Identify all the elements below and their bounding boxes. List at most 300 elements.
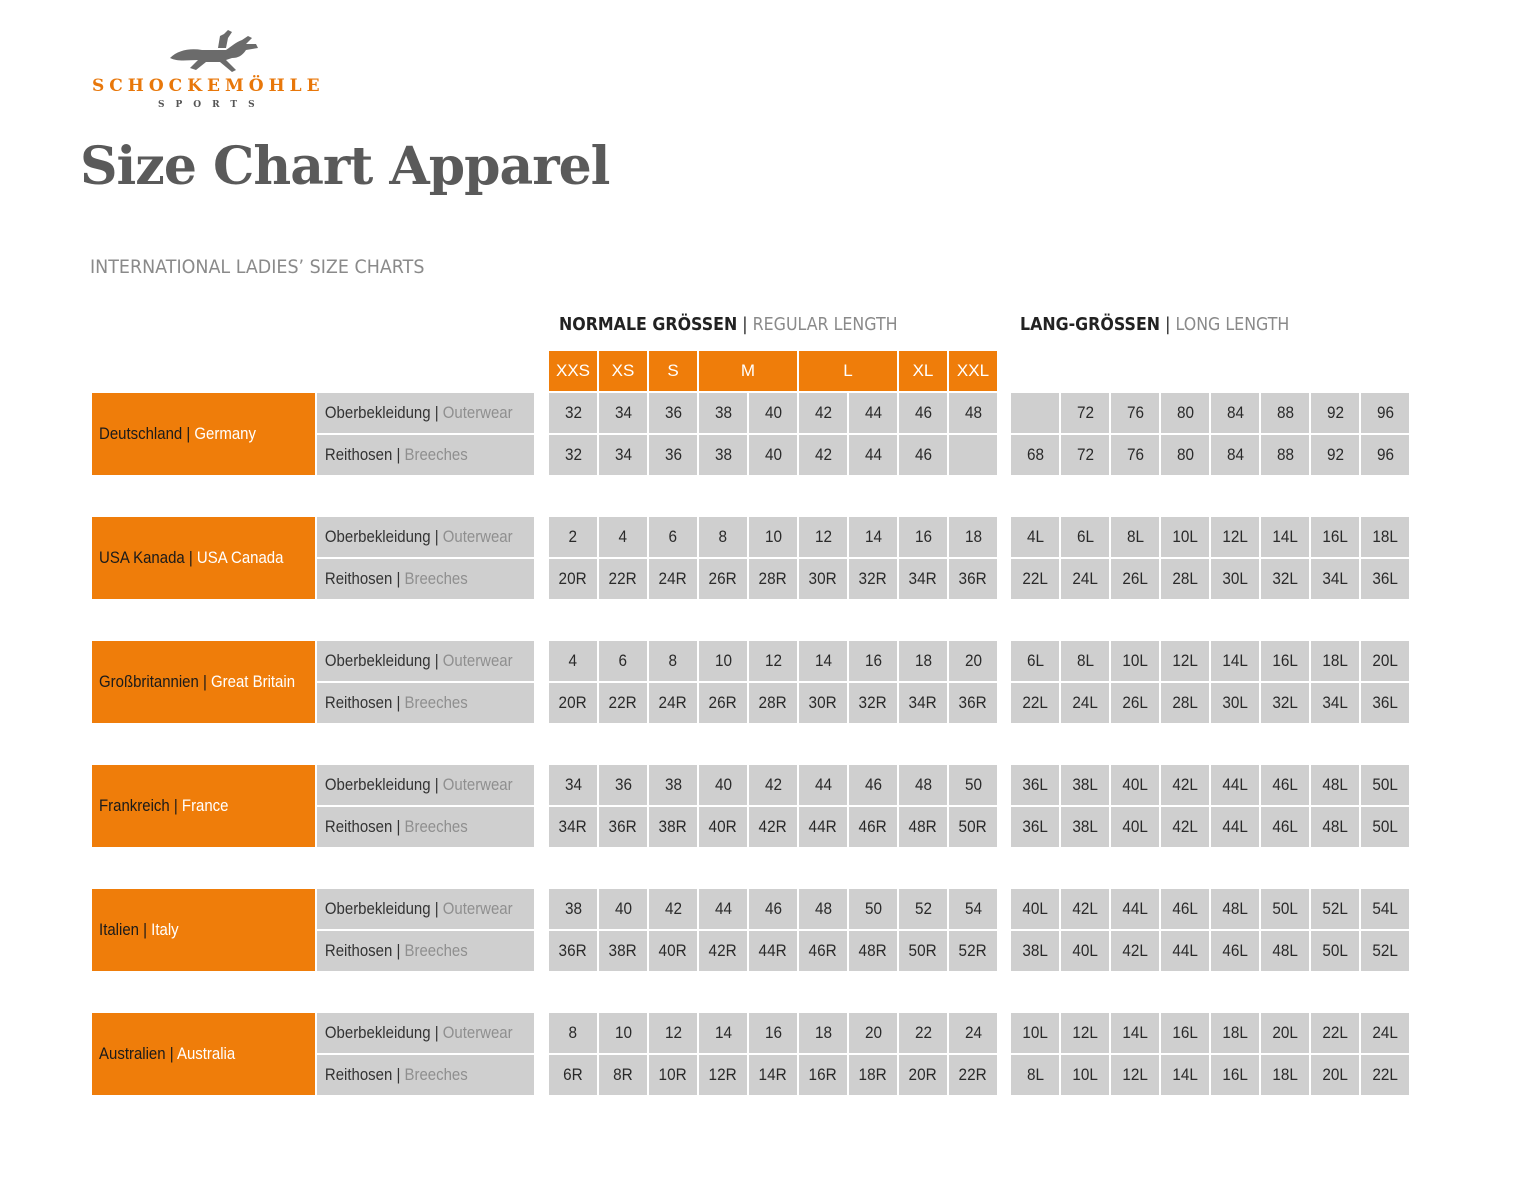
size-cell-long [1111, 435, 1159, 475]
size-value: 40L [1122, 775, 1148, 794]
size-cell-long [1111, 559, 1159, 599]
size-cell-regular [549, 931, 597, 971]
size-cell-regular [949, 765, 997, 805]
garment-label-text [317, 941, 468, 961]
size-value: 50R [908, 941, 938, 960]
size-value: 46 [914, 403, 932, 422]
country-separator: | [165, 1044, 177, 1063]
size-value: 38 [714, 403, 732, 422]
size-cell-regular [849, 931, 897, 971]
size-value: 12 [814, 527, 832, 546]
size-cell-long [1361, 641, 1409, 681]
size-value: 38 [664, 775, 682, 794]
size-value: 36R [958, 569, 988, 588]
country-label [92, 889, 315, 971]
garment-name-en: Breeches [404, 941, 468, 960]
country-label-text [92, 920, 179, 940]
size-cell-long [1311, 517, 1359, 557]
size-value: 28L [1172, 569, 1198, 588]
heading-separator: | [742, 314, 753, 335]
size-cell-regular [599, 517, 647, 557]
garment-name-en: Breeches [404, 693, 468, 712]
size-value: 8L [1126, 527, 1144, 546]
size-cell-long [1261, 1055, 1309, 1095]
size-cell-regular [549, 807, 597, 847]
size-cell-long [1361, 807, 1409, 847]
size-cell-long [1161, 1013, 1209, 1053]
garment-separator: | [392, 817, 405, 836]
garment-name-de: Reithosen [324, 1065, 393, 1084]
size-value: 52 [914, 899, 932, 918]
size-cell-long [1311, 435, 1359, 475]
size-cell-long [1011, 435, 1059, 475]
size-cell-long [1161, 393, 1209, 433]
size-value: 26R [708, 569, 738, 588]
size-cell-long [1161, 807, 1209, 847]
size-cell-regular [949, 1013, 997, 1053]
size-value: 48R [908, 817, 938, 836]
garment-name-de: Reithosen [324, 941, 393, 960]
size-cell-regular [899, 1055, 947, 1095]
size-value: 12 [764, 651, 782, 670]
size-value: 50L [1372, 775, 1398, 794]
size-value: 40L [1022, 899, 1048, 918]
size-value: 44L [1122, 899, 1148, 918]
size-value: 16L [1172, 1023, 1198, 1042]
size-cell-regular [699, 517, 747, 557]
size-value: 20R [558, 569, 588, 588]
size-cell-long [1211, 931, 1259, 971]
garment-label-breeches [317, 435, 534, 475]
country-name-en: Great Britain [211, 672, 296, 691]
size-cell-long [1361, 517, 1409, 557]
country-separator: | [182, 424, 195, 443]
size-value: 40L [1072, 941, 1098, 960]
size-value: 36L [1372, 693, 1398, 712]
size-cell-regular [649, 931, 697, 971]
size-cell-long [1211, 517, 1259, 557]
garment-label-breeches [317, 931, 534, 971]
size-cell-regular [549, 559, 597, 599]
garment-name-en: Outerwear [442, 1023, 513, 1042]
size-value: 88 [1276, 445, 1294, 464]
size-value: 92 [1326, 445, 1344, 464]
garment-name-en: Outerwear [442, 527, 513, 546]
size-value: 34R [908, 569, 938, 588]
country-label [92, 641, 315, 723]
size-value: 18L [1372, 527, 1398, 546]
size-value: 30L [1222, 569, 1248, 588]
size-cell-regular [749, 641, 797, 681]
size-cell-long [1261, 641, 1309, 681]
size-value: 12L [1172, 651, 1198, 670]
size-value: 8L [1076, 651, 1094, 670]
size-cell-long [1011, 559, 1059, 599]
garment-name-de: Reithosen [324, 817, 393, 836]
size-cell-regular [899, 889, 947, 929]
size-cell-regular [549, 683, 597, 723]
size-cell-regular [849, 517, 897, 557]
size-cell-regular [949, 641, 997, 681]
garment-label-text [317, 1023, 513, 1043]
size-cell-long [1011, 765, 1059, 805]
size-cell-long [1061, 807, 1109, 847]
garment-label-text [317, 527, 513, 547]
size-value: 16R [808, 1065, 838, 1084]
size-cell-long [1211, 1055, 1259, 1095]
size-cell-long [1111, 1055, 1159, 1095]
size-value: 12L [1122, 1065, 1148, 1084]
garment-name-de: Oberbekleidung [324, 651, 431, 670]
size-cell-regular [899, 641, 947, 681]
size-value: 2 [568, 527, 578, 546]
garment-label-outer [317, 517, 534, 557]
country-name-en: USA Canada [196, 548, 284, 567]
size-cell-long [1261, 435, 1309, 475]
size-cell-long [1311, 683, 1359, 723]
size-value: 12 [664, 1023, 682, 1042]
size-value: 22 [914, 1023, 932, 1042]
size-cell-regular [899, 1013, 947, 1053]
size-cell-long [1361, 765, 1409, 805]
size-value: 22R [608, 569, 638, 588]
garment-separator: | [430, 527, 443, 546]
size-cell-long [1311, 559, 1359, 599]
size-cell-long [1111, 517, 1159, 557]
size-value: 44R [808, 817, 838, 836]
garment-label-breeches [317, 559, 534, 599]
size-cell-regular [949, 435, 997, 475]
size-cell-regular [849, 765, 897, 805]
size-cell-long [1011, 683, 1059, 723]
garment-label-text [317, 1065, 468, 1085]
size-cell-long [1011, 1055, 1059, 1095]
country-name-de: Deutschland [99, 424, 183, 443]
country-name-de: Italien [99, 920, 139, 939]
size-cell-long [1211, 765, 1259, 805]
size-value: 10L [1122, 651, 1148, 670]
size-value: 18 [814, 1023, 832, 1042]
size-cell-regular [899, 765, 947, 805]
size-value: 24 [964, 1023, 982, 1042]
size-value: 30R [808, 693, 838, 712]
garment-label-text [317, 817, 468, 837]
size-cell-regular [649, 393, 697, 433]
size-value: 42 [764, 775, 782, 794]
garment-name-de: Oberbekleidung [324, 1023, 431, 1042]
size-value: 76 [1126, 403, 1144, 422]
garment-name-de: Reithosen [324, 569, 393, 588]
size-cell-regular [699, 889, 747, 929]
size-value: 4 [568, 651, 578, 670]
garment-name-de: Reithosen [324, 693, 393, 712]
size-value: 48L [1322, 775, 1348, 794]
size-cell-regular [799, 683, 847, 723]
size-value: 22R [608, 693, 638, 712]
country-label [92, 517, 315, 599]
size-value: 44L [1222, 775, 1248, 794]
size-value: 28R [758, 569, 788, 588]
size-cell-long [1111, 807, 1159, 847]
size-value: 46 [864, 775, 882, 794]
size-cell-regular [649, 1013, 697, 1053]
size-value: 26L [1122, 693, 1148, 712]
size-value: 36 [614, 775, 632, 794]
garment-separator: | [430, 899, 443, 918]
brand-subname: SPORTS [158, 100, 266, 110]
size-value: 42 [814, 403, 832, 422]
size-value: 38 [714, 445, 732, 464]
size-label-xxs: XXS [549, 351, 597, 391]
size-cell-long [1161, 559, 1209, 599]
size-cell-long [1261, 517, 1309, 557]
size-value: 36R [608, 817, 638, 836]
country-name-en: Australia [176, 1044, 236, 1063]
size-value: 42L [1172, 775, 1198, 794]
size-value: 50L [1322, 941, 1348, 960]
size-cell-regular [549, 889, 597, 929]
size-cell-long [1311, 393, 1359, 433]
size-value: 16L [1222, 1065, 1248, 1084]
size-value: 46L [1272, 775, 1298, 794]
size-value: 44 [814, 775, 832, 794]
garment-name-en: Outerwear [442, 651, 513, 670]
garment-label-outer [317, 1013, 534, 1053]
size-cell-long [1211, 807, 1259, 847]
size-cell-long [1261, 807, 1309, 847]
size-value: 12L [1072, 1023, 1098, 1042]
size-cell-long [1111, 931, 1159, 971]
size-cell-long [1161, 1055, 1209, 1095]
size-cell-long [1061, 517, 1109, 557]
size-cell-regular [749, 889, 797, 929]
size-cell-long [1011, 641, 1059, 681]
garment-name-en: Outerwear [442, 403, 513, 422]
size-value: 80 [1176, 445, 1194, 464]
brand-name: SCHOCKEMÖHLE [92, 76, 325, 96]
size-cell-long [1111, 641, 1159, 681]
size-cell-long [1061, 559, 1109, 599]
size-cell-long [1261, 683, 1309, 723]
size-cell-regular [899, 517, 947, 557]
size-value: 4 [618, 527, 628, 546]
size-cell-regular [549, 1013, 597, 1053]
size-cell-regular [749, 517, 797, 557]
size-label-m: M [699, 351, 797, 391]
country-label-text [92, 1044, 235, 1064]
size-value: 14R [758, 1065, 788, 1084]
size-cell-long [1311, 765, 1359, 805]
regular-length-heading [559, 314, 898, 335]
size-value: 14 [814, 651, 832, 670]
size-value: 6L [1076, 527, 1094, 546]
size-value: 34 [614, 403, 632, 422]
size-cell-long [1361, 931, 1409, 971]
size-value: 20R [558, 693, 588, 712]
size-cell-regular [549, 393, 597, 433]
size-cell-long [1211, 1013, 1259, 1053]
size-cell-long [1361, 393, 1409, 433]
size-cell-long [1361, 559, 1409, 599]
size-cell-long [1211, 559, 1259, 599]
size-value: 18 [914, 651, 932, 670]
size-cell-regular [849, 435, 897, 475]
size-cell-regular [549, 517, 597, 557]
size-value: 38L [1072, 817, 1098, 836]
size-value: 24R [658, 693, 688, 712]
size-value: 30L [1222, 693, 1248, 712]
size-cell-regular [699, 683, 747, 723]
country-separator: | [169, 796, 182, 815]
size-cell-regular [699, 393, 747, 433]
size-cell-regular [649, 807, 697, 847]
size-value: 32R [858, 693, 888, 712]
size-cell-long [1161, 517, 1209, 557]
garment-separator: | [430, 651, 443, 670]
size-cell-regular [699, 1055, 747, 1095]
size-value: 24L [1072, 693, 1098, 712]
size-value: 42L [1172, 817, 1198, 836]
size-value: 36L [1022, 817, 1048, 836]
country-name-en: Italy [151, 920, 179, 939]
garment-name-de: Oberbekleidung [324, 403, 431, 422]
size-value: 80 [1176, 403, 1194, 422]
size-value: 14L [1272, 527, 1298, 546]
size-cell-regular [949, 1055, 997, 1095]
size-value: 20L [1372, 651, 1398, 670]
size-value: 84 [1226, 403, 1244, 422]
size-value: 50 [964, 775, 982, 794]
size-cell-regular [949, 683, 997, 723]
size-label-xxl: XXL [949, 351, 997, 391]
size-value: 36R [558, 941, 588, 960]
size-cell-long [1211, 889, 1259, 929]
size-value: 20L [1272, 1023, 1298, 1042]
size-value: 44R [758, 941, 788, 960]
size-cell-regular [549, 435, 597, 475]
size-value: 6 [668, 527, 678, 546]
size-value: 46 [914, 445, 932, 464]
size-value: 44 [714, 899, 732, 918]
size-cell-regular [849, 393, 897, 433]
size-value: 46L [1222, 941, 1248, 960]
size-cell-regular [699, 1013, 747, 1053]
size-value: 72 [1076, 445, 1094, 464]
size-value: 22L [1022, 693, 1048, 712]
size-value: 76 [1126, 445, 1144, 464]
size-value: 92 [1326, 403, 1344, 422]
size-cell-long [1261, 559, 1309, 599]
country-label-text [92, 548, 283, 568]
size-cell-long [1111, 889, 1159, 929]
garment-label-text [317, 651, 513, 671]
size-value: 6R [563, 1065, 583, 1084]
size-cell-regular [799, 1013, 847, 1053]
size-cell-regular [599, 683, 647, 723]
country-label-text [92, 672, 295, 692]
size-cell-regular [949, 931, 997, 971]
size-value: 48L [1222, 899, 1248, 918]
size-cell-regular [949, 517, 997, 557]
garment-name-en: Breeches [404, 569, 468, 588]
size-cell-long [1061, 683, 1109, 723]
size-value: 10L [1022, 1023, 1048, 1042]
size-cell-regular [649, 435, 697, 475]
size-value: 42 [814, 445, 832, 464]
size-cell-long [1261, 889, 1309, 929]
size-label-l: L [799, 351, 897, 391]
size-value: 88 [1276, 403, 1294, 422]
size-value: 48R [858, 941, 888, 960]
size-cell-long [1061, 393, 1109, 433]
size-value: 16 [764, 1023, 782, 1042]
country-name-de: Frankreich [99, 796, 170, 815]
size-value: 12R [708, 1065, 738, 1084]
size-cell-long [1011, 931, 1059, 971]
size-value: 22L [1022, 569, 1048, 588]
size-value: 20 [864, 1023, 882, 1042]
size-cell-regular [599, 1013, 647, 1053]
garment-label-outer [317, 889, 534, 929]
size-cell-regular [599, 1055, 647, 1095]
size-value: 44L [1172, 941, 1198, 960]
size-cell-regular [949, 559, 997, 599]
size-cell-long [1011, 517, 1059, 557]
garment-separator: | [430, 775, 443, 794]
size-cell-long [1011, 807, 1059, 847]
long-heading-de: LANG-GRÖSSEN [1020, 314, 1161, 335]
size-value: 32R [858, 569, 888, 588]
size-cell-regular [599, 435, 647, 475]
size-cell-long [1361, 1055, 1409, 1095]
size-value: 46L [1272, 817, 1298, 836]
size-cell-long [1361, 435, 1409, 475]
size-cell-regular [699, 559, 747, 599]
size-cell-long [1061, 435, 1109, 475]
size-cell-regular [749, 765, 797, 805]
size-cell-regular [699, 807, 747, 847]
size-value: 84 [1226, 445, 1244, 464]
size-cell-regular [899, 683, 947, 723]
size-value: 8 [568, 1023, 578, 1042]
size-value: 46 [764, 899, 782, 918]
country-name-en: France [181, 796, 229, 815]
size-value: 38L [1022, 941, 1048, 960]
size-value: 14 [864, 527, 882, 546]
size-cell-long [1061, 641, 1109, 681]
size-value: 10 [764, 527, 782, 546]
size-value: 50 [864, 899, 882, 918]
size-cell-regular [749, 559, 797, 599]
size-cell-regular [849, 889, 897, 929]
size-value: 68 [1026, 445, 1044, 464]
size-cell-long [1261, 393, 1309, 433]
size-value: 38R [658, 817, 688, 836]
size-cell-regular [799, 641, 847, 681]
size-value: 40 [764, 445, 782, 464]
size-value: 40 [764, 403, 782, 422]
garment-name-en: Breeches [404, 1065, 468, 1084]
size-value: 16 [864, 651, 882, 670]
size-value: 48 [814, 899, 832, 918]
horse-rider-icon [166, 28, 266, 74]
size-cell-long [1211, 393, 1259, 433]
size-cell-long [1111, 683, 1159, 723]
country-label [92, 393, 315, 475]
size-cell-regular [899, 393, 947, 433]
size-cell-long [1111, 393, 1159, 433]
size-cell-long [1061, 889, 1109, 929]
